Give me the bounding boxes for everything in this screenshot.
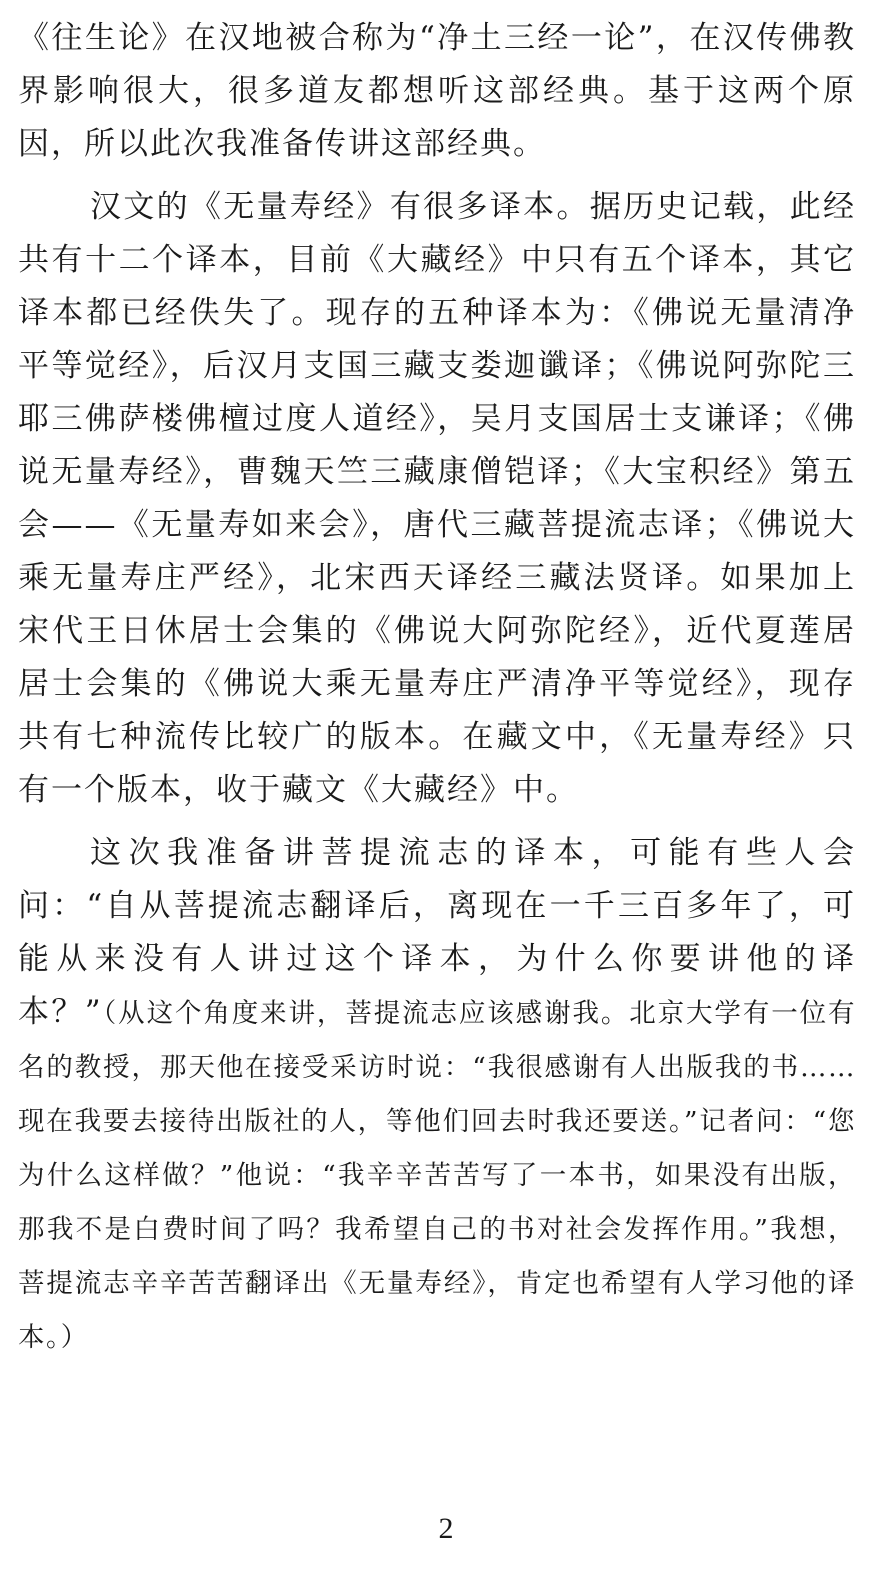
document-page bbox=[18, 12, 856, 1364]
paragraph-translations: 汉文的《无量寿经》有很多译本。据历史记载，此经共有十二个译本，目前《大藏经》中只有五个译本，其它译本都已经佚失了。现存的五种译本为：《佛说无量清净平等觉经》，后汉月支国三藏支娄迦谶译；《佛说阿弥陀三耶三佛萨楼佛檀过度人道经》，吴月支国居士支谦译；《佛说无量寿经》，曹魏天竺三藏康僧铠译；《大宝积经》第五会——《无量寿如来会》，唐代三藏菩提流志译；《佛说大乘无量寿庄严经》，北宋西天译经三藏法贤译。如果加上宋代王日休居士会集的《佛说大阿弥陀经》，近代夏莲居居士会集的《佛说大乘无量寿庄严清净平等觉经》，现存共有七种流传比较广的版本。在藏文中，《无量寿经》只有一个版本，收于藏文《大藏经》中。 bbox=[18, 189, 856, 808]
paragraph-intro-conclusion: 《往生论》在汉地被合称为“净土三经一论”，在汉传佛教界影响很大，很多道友都想听这部经典。基于这两个原因，所以此次我准备传讲这部经典。 bbox=[18, 20, 856, 162]
page-number: 2 bbox=[438, 1512, 454, 1545]
paragraph-bodhiruci-aside: （从这个角度来讲，菩提流志应该感谢我。北京大学有一位有名的教授，那天他在接受采访时说：“我很感谢有人出版我的书……现在我要去接待出版社的人，等他们回去时我还要送。”记者问：“您为什么这样做？”他说：“我辛辛苦苦写了一本书，如果没有出版，那我不是白费时间了吗？我希望自己的书对社会发挥作用。”我想，菩提流志辛辛苦苦翻译出《无量寿经》，肯定也希望有人学习他的译本。） bbox=[18, 998, 856, 1353]
paragraph-bodhiruci-main: 这次我准备讲菩提流志的译本，可能有些人会问：“自从菩提流志翻译后，离现在一千三百多年了，可能从来没有人讲过这个译本，为什么你要讲他的译本？” bbox=[18, 835, 856, 1030]
paragraph-bodhiruci bbox=[18, 827, 856, 1364]
